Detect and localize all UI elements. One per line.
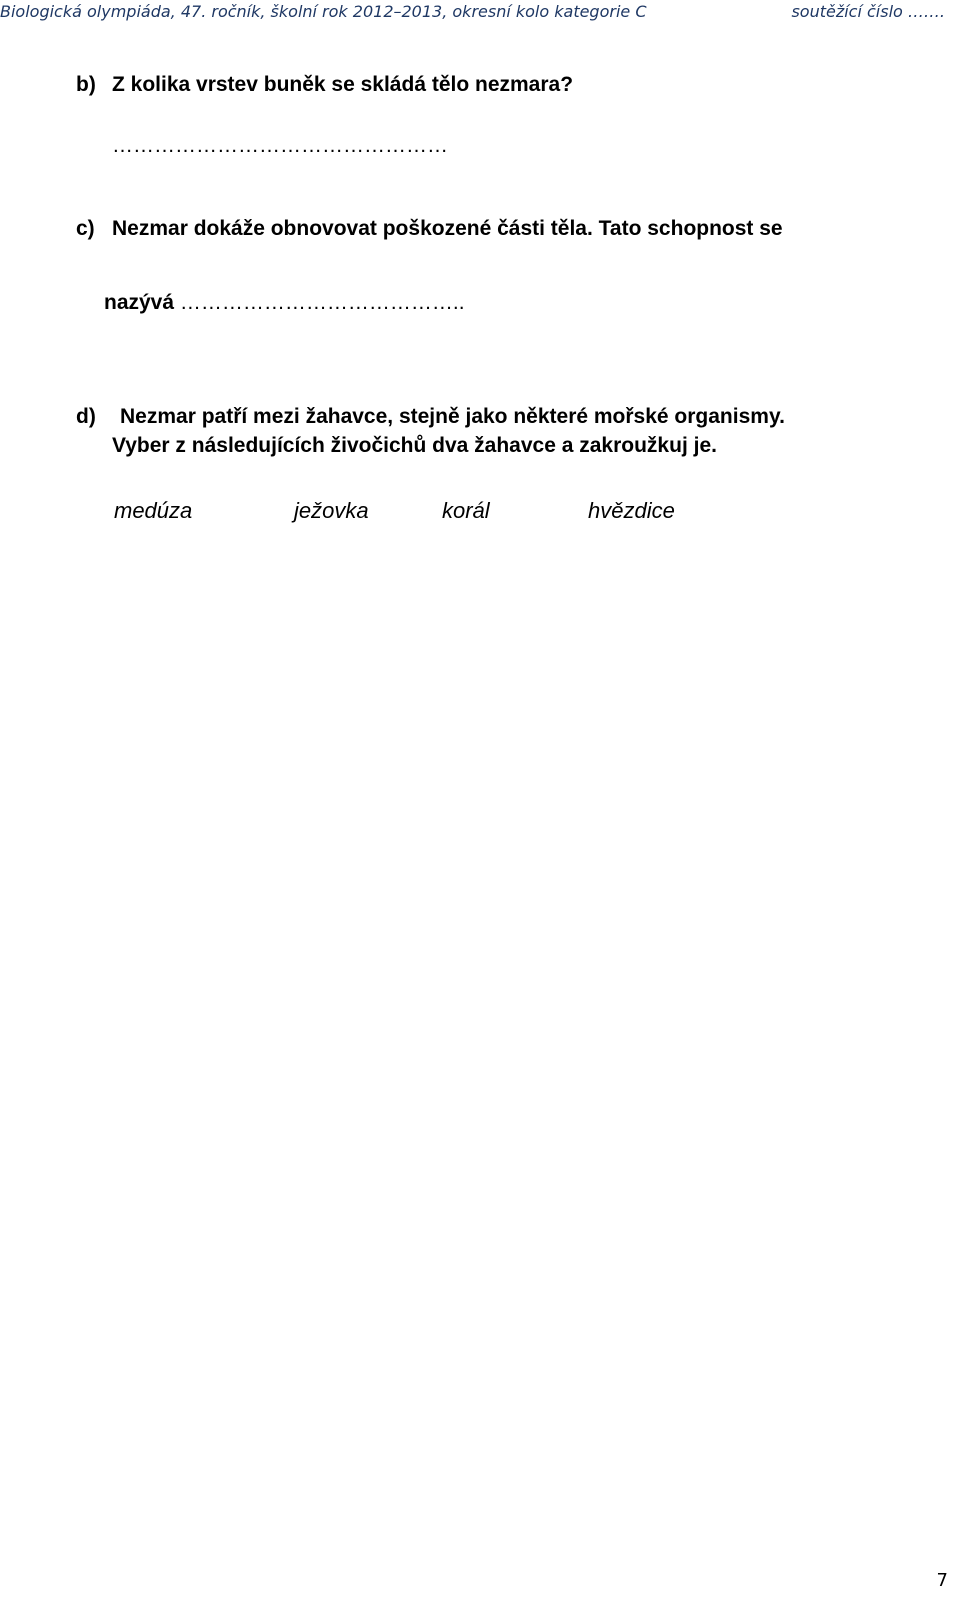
question-d-label: d) [76,405,96,428]
question-b-text: Z kolika vrstev buněk se skládá tělo nezmara? [112,73,574,96]
page-header [0,0,960,26]
question-c-label: c) [76,217,95,240]
question-b [76,72,573,98]
question-d [76,404,785,430]
option-meduza[interactable]: medúza [114,498,193,523]
question-c-line1: Nezmar dokáže obnovovat poškozené části těla. Tato schopnost se [112,217,783,240]
option-hvezdice[interactable]: hvězdice [588,498,675,523]
question-b-label: b) [76,73,96,96]
question-b-answer-line[interactable]: ………………………………………… [112,134,448,157]
question-d-line2: Vyber z následujících živočichů dva žahavce a zakroužkuj je. [112,434,717,457]
option-koral[interactable]: korál [442,498,490,523]
question-c-answer-line[interactable]: ………………………………….. [179,291,465,314]
question-c-line2-row [104,290,465,316]
page-number: 7 [936,1570,948,1591]
question-c [76,216,783,242]
question-c-line2: nazývá [104,291,175,314]
header-contestant-number: soutěžící číslo ……. [791,2,945,21]
header-competition-title: Biologická olympiáda, 47. ročník, školní rok 2012–2013, okresní kolo kategorie C [0,2,647,21]
option-jezovka[interactable]: ježovka [294,498,369,523]
question-d-line1: Nezmar patří mezi žahavce, stejně jako některé mořské organismy. [120,405,785,428]
